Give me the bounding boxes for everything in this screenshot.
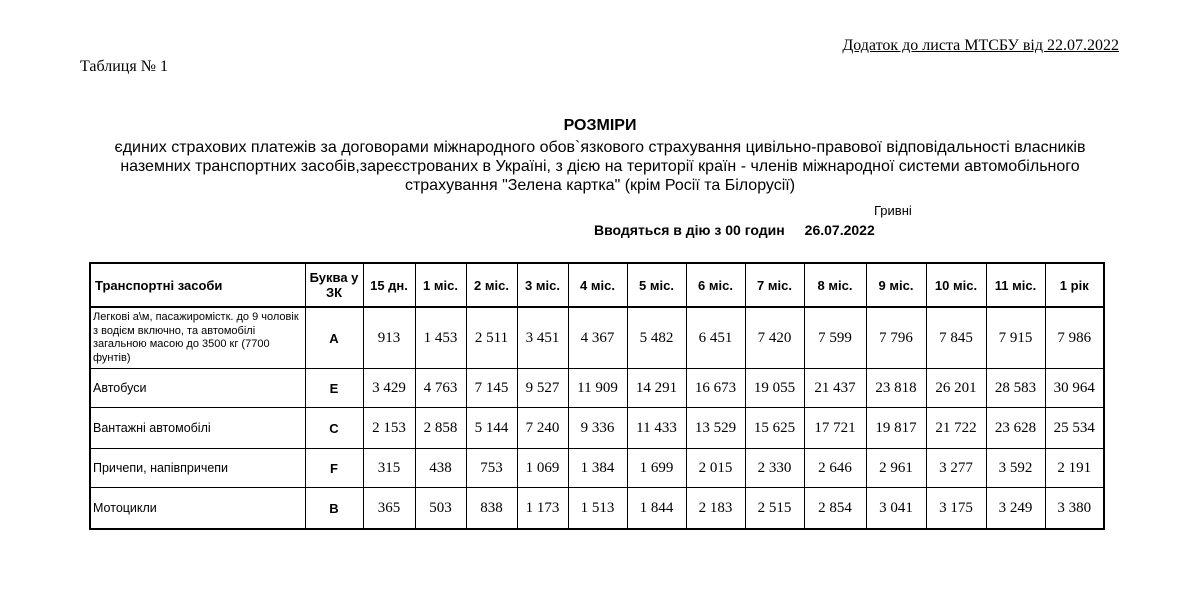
vehicle-type: Мотоцикли bbox=[90, 488, 305, 530]
rate-cell: 5 144 bbox=[466, 408, 517, 449]
insurance-rates-table bbox=[89, 262, 1105, 530]
table-row bbox=[90, 449, 1104, 488]
currency-label: Гривні bbox=[874, 203, 912, 218]
rate-cell: 11 433 bbox=[627, 408, 686, 449]
rate-cell: 1 844 bbox=[627, 488, 686, 530]
vehicle-type: Легкові а\м, пасажиромістк. до 9 чоловік з водієм включно, та автомобілі загальною масою до 3500 кг (7700 фунтів) bbox=[90, 307, 305, 369]
rate-cell: 3 249 bbox=[986, 488, 1045, 530]
rate-cell: 14 291 bbox=[627, 369, 686, 408]
rate-cell: 13 529 bbox=[686, 408, 745, 449]
header-period: 1 рік bbox=[1045, 263, 1104, 307]
green-card-letter: F bbox=[305, 449, 363, 488]
table-row bbox=[90, 369, 1104, 408]
rate-cell: 21 722 bbox=[926, 408, 986, 449]
rate-cell: 4 763 bbox=[415, 369, 466, 408]
vehicle-type: Автобуси bbox=[90, 369, 305, 408]
vehicle-type: Вантажні автомобілі bbox=[90, 408, 305, 449]
rate-cell: 26 201 bbox=[926, 369, 986, 408]
header-period: 11 міс. bbox=[986, 263, 1045, 307]
header-period: 5 міс. bbox=[627, 263, 686, 307]
rate-cell: 2 511 bbox=[466, 307, 517, 369]
rate-cell: 7 796 bbox=[866, 307, 926, 369]
rate-cell: 7 986 bbox=[1045, 307, 1104, 369]
rate-cell: 4 367 bbox=[568, 307, 627, 369]
rate-cell: 3 041 bbox=[866, 488, 926, 530]
rate-cell: 17 721 bbox=[804, 408, 866, 449]
rate-cell: 2 858 bbox=[415, 408, 466, 449]
header-period: 3 міс. bbox=[517, 263, 568, 307]
rate-cell: 2 854 bbox=[804, 488, 866, 530]
rate-cell: 3 429 bbox=[363, 369, 415, 408]
header-period: 8 міс. bbox=[804, 263, 866, 307]
rate-cell: 7 420 bbox=[745, 307, 804, 369]
rate-cell: 838 bbox=[466, 488, 517, 530]
rate-cell: 21 437 bbox=[804, 369, 866, 408]
rate-cell: 1 513 bbox=[568, 488, 627, 530]
rate-cell: 753 bbox=[466, 449, 517, 488]
header-period: 15 дн. bbox=[363, 263, 415, 307]
rate-cell: 2 330 bbox=[745, 449, 804, 488]
rate-cell: 1 173 bbox=[517, 488, 568, 530]
rate-cell: 2 515 bbox=[745, 488, 804, 530]
rate-cell: 16 673 bbox=[686, 369, 745, 408]
header-period: 2 міс. bbox=[466, 263, 517, 307]
table-row bbox=[90, 408, 1104, 449]
rate-cell: 1 384 bbox=[568, 449, 627, 488]
effective-label: Вводяться в дію з 00 годин bbox=[594, 222, 785, 238]
rate-cell: 438 bbox=[415, 449, 466, 488]
rate-cell: 23 628 bbox=[986, 408, 1045, 449]
rate-cell: 7 240 bbox=[517, 408, 568, 449]
header-period: 1 міс. bbox=[415, 263, 466, 307]
table-number: Таблиця № 1 bbox=[80, 58, 168, 75]
rate-cell: 3 451 bbox=[517, 307, 568, 369]
rate-cell: 28 583 bbox=[986, 369, 1045, 408]
rate-cell: 1 453 bbox=[415, 307, 466, 369]
rate-cell: 7 845 bbox=[926, 307, 986, 369]
header-letter: Буква у ЗК bbox=[305, 263, 363, 307]
rate-cell: 1 699 bbox=[627, 449, 686, 488]
green-card-letter: B bbox=[305, 488, 363, 530]
effective-date: 26.07.2022 bbox=[804, 222, 875, 238]
rate-cell: 6 451 bbox=[686, 307, 745, 369]
green-card-letter: A bbox=[305, 307, 363, 369]
rate-cell: 19 055 bbox=[745, 369, 804, 408]
header-period: 9 міс. bbox=[866, 263, 926, 307]
rate-cell: 11 909 bbox=[568, 369, 627, 408]
rate-cell: 2 153 bbox=[363, 408, 415, 449]
document-title: РОЗМІРИ bbox=[563, 117, 637, 134]
effective-date-line bbox=[594, 222, 875, 238]
rate-cell: 2 183 bbox=[686, 488, 745, 530]
rate-cell: 9 336 bbox=[568, 408, 627, 449]
rate-cell: 365 bbox=[363, 488, 415, 530]
rate-cell: 15 625 bbox=[745, 408, 804, 449]
green-card-letter: E bbox=[305, 369, 363, 408]
rate-cell: 5 482 bbox=[627, 307, 686, 369]
rate-cell: 3 380 bbox=[1045, 488, 1104, 530]
rate-cell: 19 817 bbox=[866, 408, 926, 449]
rate-cell: 7 599 bbox=[804, 307, 866, 369]
table-header-row bbox=[90, 263, 1104, 307]
rate-cell: 1 069 bbox=[517, 449, 568, 488]
rate-cell: 2 646 bbox=[804, 449, 866, 488]
rate-cell: 2 961 bbox=[866, 449, 926, 488]
green-card-letter: C bbox=[305, 408, 363, 449]
rate-cell: 503 bbox=[415, 488, 466, 530]
appendix-note: Додаток до листа МТСБУ від 22.07.2022 bbox=[842, 37, 1119, 54]
header-period: 10 міс. bbox=[926, 263, 986, 307]
rate-cell: 315 bbox=[363, 449, 415, 488]
table-row bbox=[90, 488, 1104, 530]
rate-cell: 23 818 bbox=[866, 369, 926, 408]
rate-cell: 7 145 bbox=[466, 369, 517, 408]
table-row bbox=[90, 307, 1104, 369]
rate-cell: 9 527 bbox=[517, 369, 568, 408]
rate-cell: 3 592 bbox=[986, 449, 1045, 488]
rate-cell: 25 534 bbox=[1045, 408, 1104, 449]
rate-cell: 2 015 bbox=[686, 449, 745, 488]
header-period: 6 міс. bbox=[686, 263, 745, 307]
rate-cell: 913 bbox=[363, 307, 415, 369]
document-subtitle: єдиних страхових платежів за договорами міжнародного обов`язкового страхування цивільно-правової відповідальності власників наземних транспортних засобів,зареєстрованих в Україні, з дією на території країн - членів міжнародної системи автомобільного страхування "Зелена картка" (крім Росії та Білорусії) bbox=[114, 139, 1086, 194]
vehicle-type: Причепи, напівпричепи bbox=[90, 449, 305, 488]
rate-cell: 2 191 bbox=[1045, 449, 1104, 488]
rate-cell: 3 277 bbox=[926, 449, 986, 488]
header-period: 4 міс. bbox=[568, 263, 627, 307]
rate-cell: 3 175 bbox=[926, 488, 986, 530]
rate-cell: 30 964 bbox=[1045, 369, 1104, 408]
header-period: 7 міс. bbox=[745, 263, 804, 307]
rate-cell: 7 915 bbox=[986, 307, 1045, 369]
header-vehicle: Транспортні засоби bbox=[90, 263, 305, 307]
